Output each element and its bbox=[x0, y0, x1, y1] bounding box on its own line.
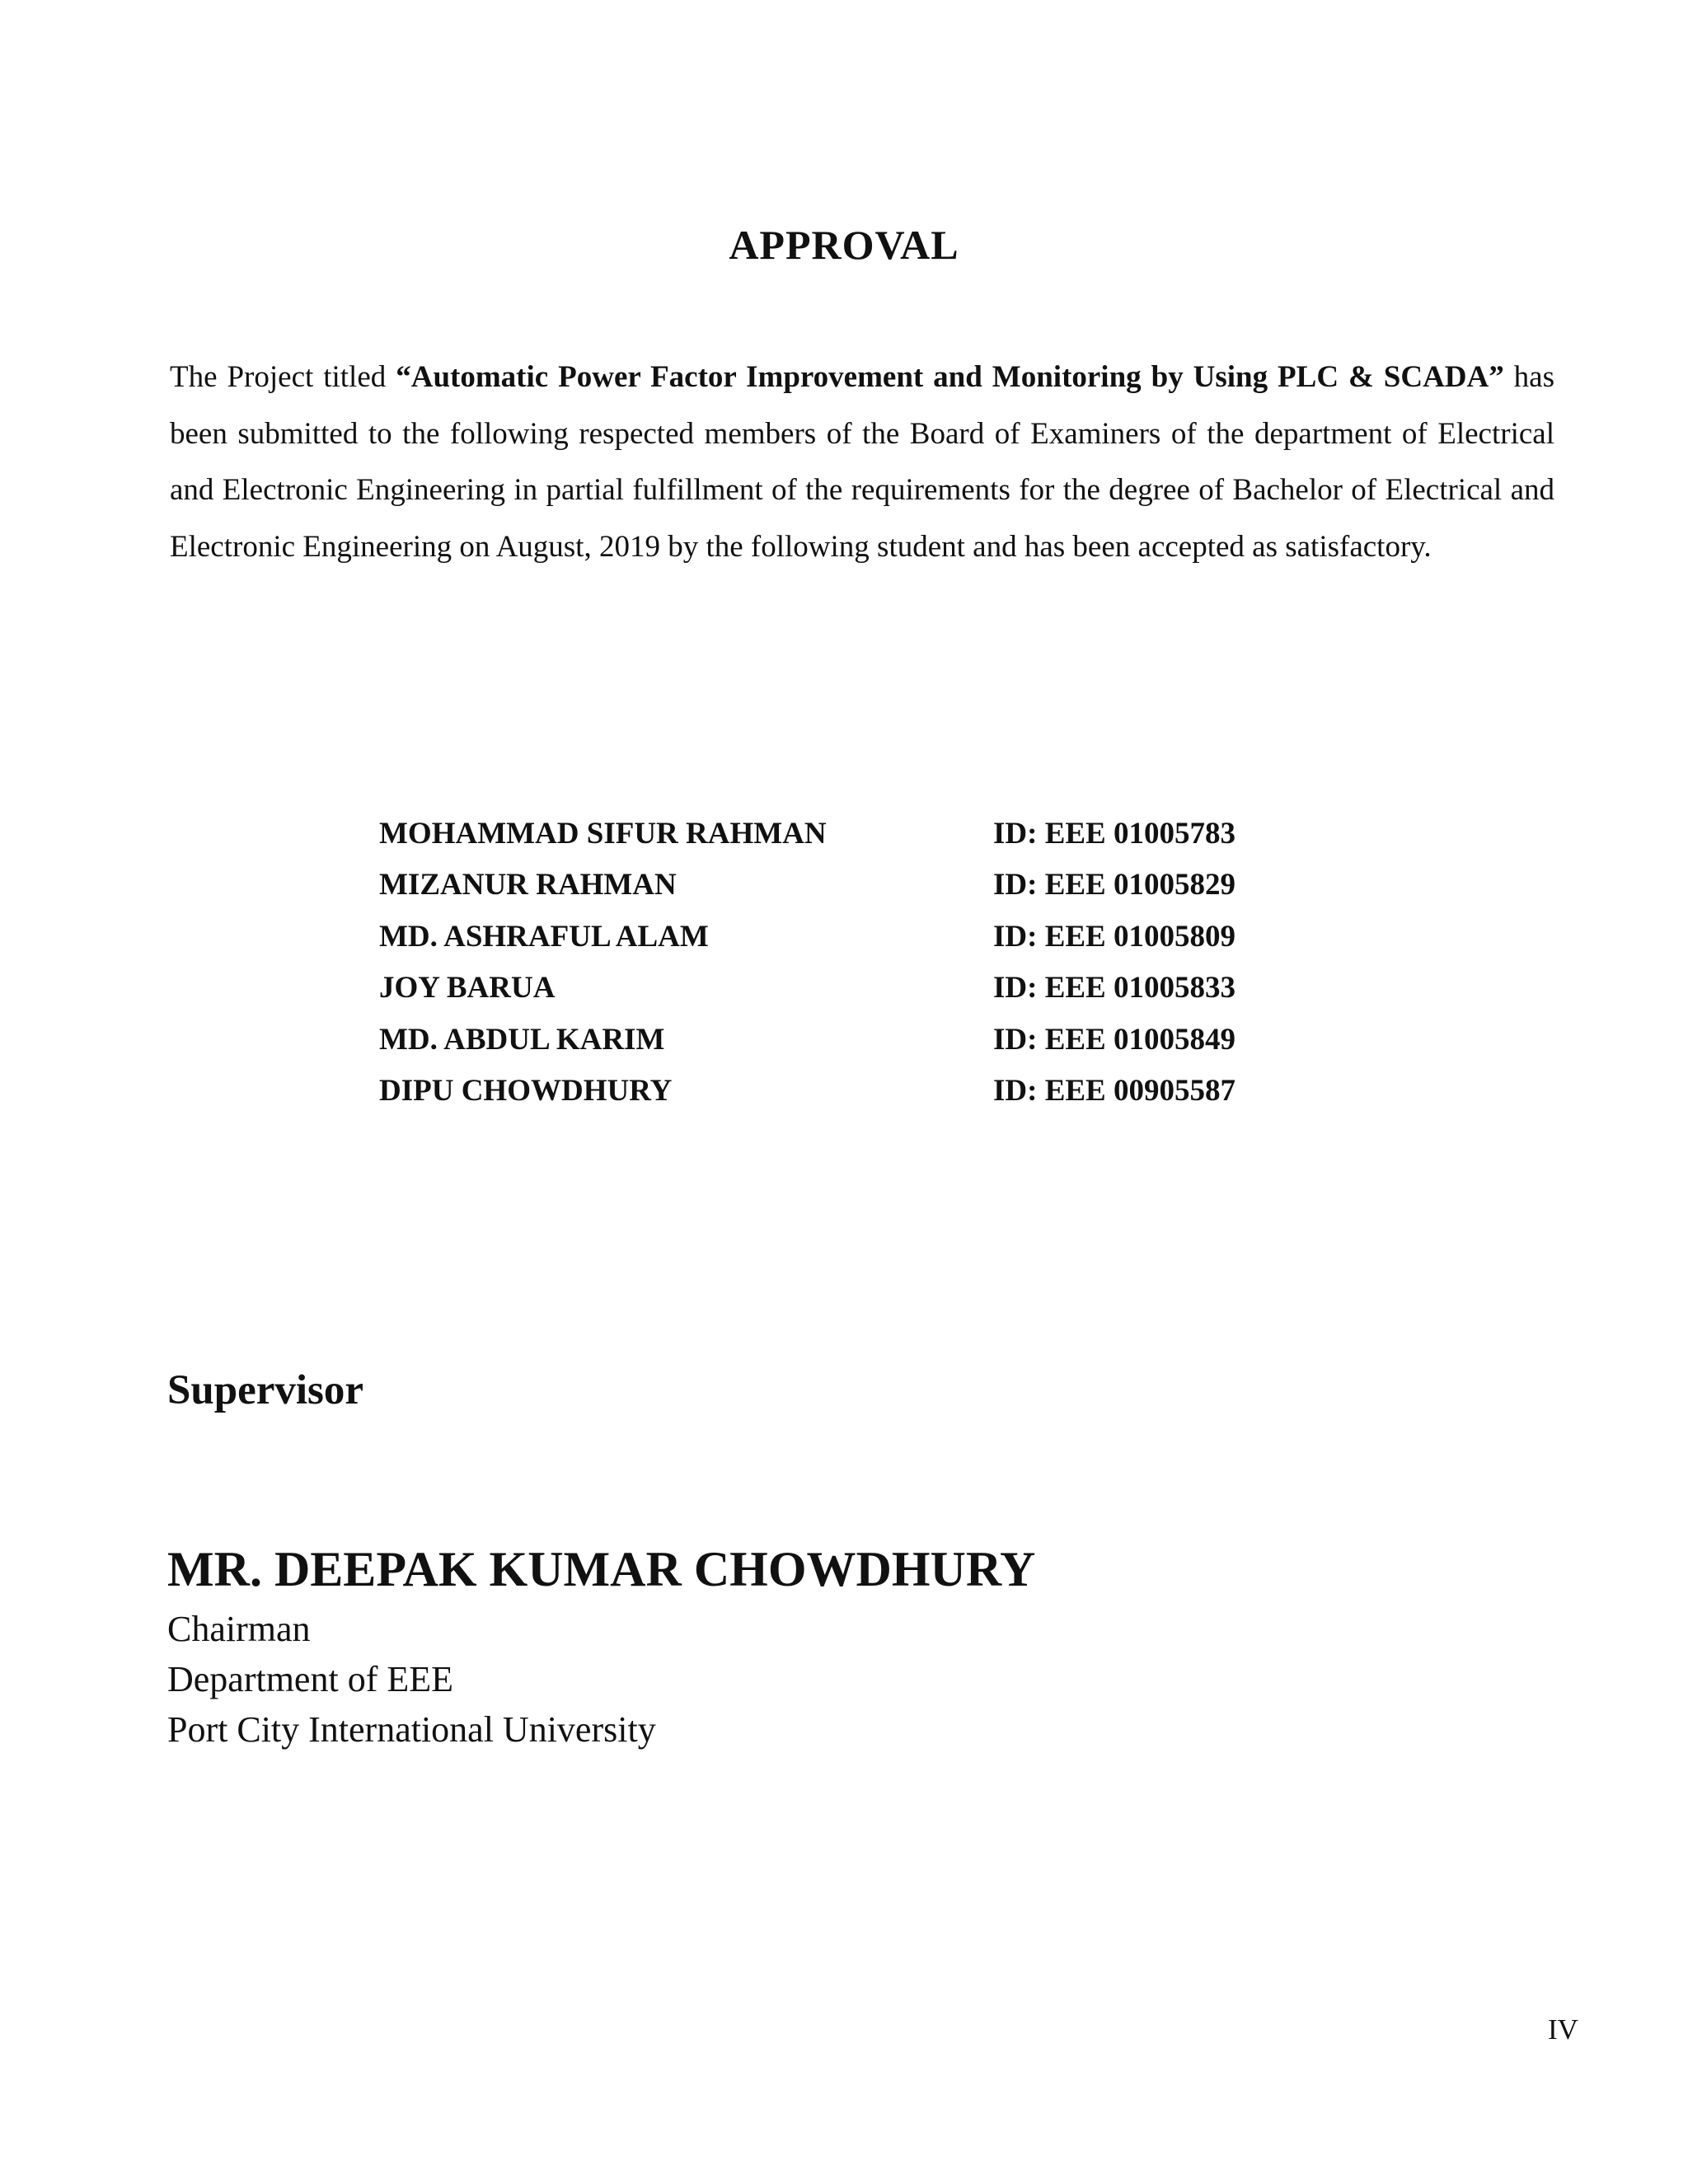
student-row bbox=[379, 860, 1368, 912]
supervisor-details bbox=[167, 1604, 656, 1755]
student-id: ID: EEE 00905587 bbox=[993, 1074, 1236, 1108]
approval-intro-text: The Project titled bbox=[170, 360, 396, 394]
student-name: JOY BARUA bbox=[379, 971, 556, 1005]
student-row bbox=[379, 1066, 1368, 1118]
supervisor-name: MR. DEEPAK KUMAR CHOWDHURY bbox=[167, 1542, 1036, 1596]
approval-paragraph bbox=[170, 349, 1554, 575]
student-name: MD. ABDUL KARIM bbox=[379, 1022, 665, 1057]
student-id: ID: EEE 01005849 bbox=[993, 1022, 1236, 1057]
approval-rest-text: has been submitted to the following respected members of the Board of Examiners of the department of Electrical and Electronic Engineering in partial fulfillment of the requirements for the degree of Bachelor of Electrical and Electronic Engineering on August, 2019 by the following student and has been accepted as satisfactory. bbox=[170, 360, 1555, 564]
student-name: DIPU CHOWDHURY bbox=[379, 1074, 673, 1108]
page-number: IV bbox=[1548, 2013, 1578, 2046]
student-id: ID: EEE 01005783 bbox=[993, 816, 1236, 851]
student-row bbox=[379, 1014, 1368, 1066]
student-id: ID: EEE 01005833 bbox=[993, 971, 1236, 1005]
student-row bbox=[379, 911, 1368, 963]
supervisor-heading: Supervisor bbox=[167, 1367, 364, 1413]
student-id: ID: EEE 01005809 bbox=[993, 919, 1236, 954]
student-id: ID: EEE 01005829 bbox=[993, 868, 1236, 902]
student-row bbox=[379, 963, 1368, 1015]
supervisor-university: Port City International University bbox=[167, 1709, 656, 1750]
page-heading: APPROVAL bbox=[729, 222, 959, 268]
student-name: MOHAMMAD SIFUR RAHMAN bbox=[379, 816, 827, 851]
student-list bbox=[379, 808, 1368, 1117]
student-name: MIZANUR RAHMAN bbox=[379, 868, 677, 902]
supervisor-position: Chairman bbox=[167, 1609, 311, 1649]
student-name: MD. ASHRAFUL ALAM bbox=[379, 919, 709, 954]
student-row bbox=[379, 808, 1368, 860]
project-title: “Automatic Power Factor Improvement and Monitoring by Using PLC & SCADA” bbox=[396, 360, 1504, 394]
supervisor-department: Department of EEE bbox=[167, 1659, 453, 1699]
